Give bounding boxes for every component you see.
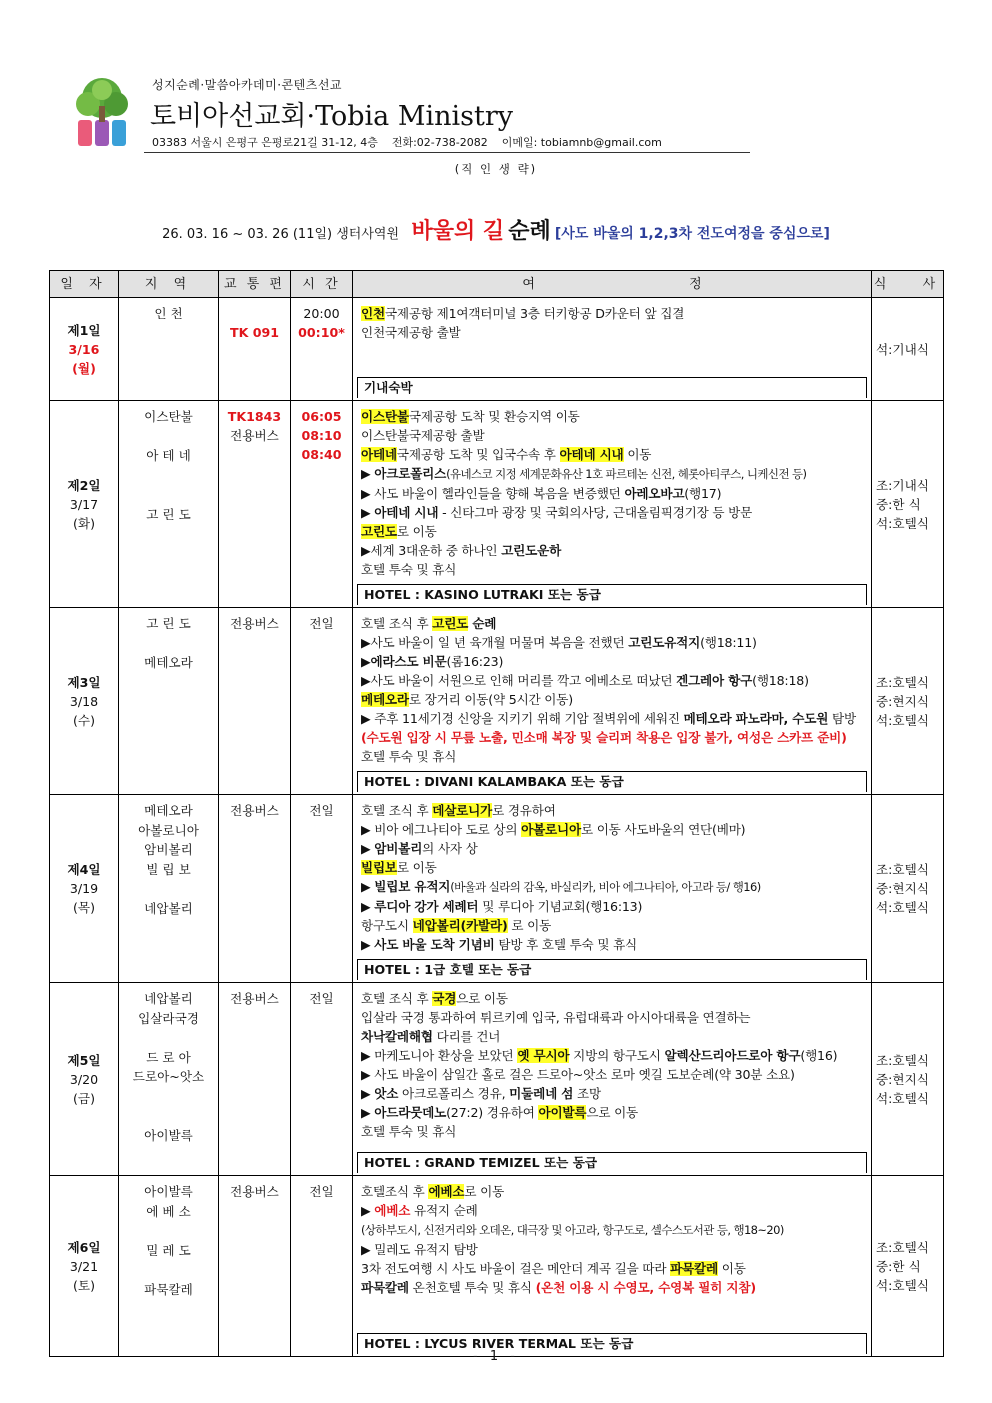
time-value: 00:10* [298, 325, 345, 340]
itinerary-text: 으로 이동 [586, 1105, 639, 1120]
time-value: 전일 [309, 991, 334, 1006]
itinerary-text: 앗소 [374, 1086, 399, 1101]
day-cell [50, 1176, 119, 1357]
itinerary-text: ▶사도 바울이 서원으로 인해 머리를 깍고 에베소로 떠났던 [361, 673, 677, 688]
itinerary-text: 아테네 시내 [559, 447, 624, 462]
hotel-line: HOTEL : DIVANI KALAMBAKA 또는 동급 [357, 771, 867, 792]
itinerary-line [361, 1220, 863, 1240]
region-name: 아이발륵 [144, 1184, 193, 1199]
phone: 전화:02-738-2082 [391, 136, 488, 149]
itinerary-text: 이스탄불 [361, 409, 409, 424]
itinerary-line [361, 1065, 863, 1084]
itinerary-text: 이스탄불국제공항 출발 [361, 428, 485, 443]
day-weekday: (토) [73, 1277, 95, 1293]
itinerary-text: 로 이동 [464, 1184, 505, 1199]
itinerary-line [361, 877, 863, 897]
region-cell [119, 298, 219, 401]
itinerary-text: 호텔조식 후 [361, 1184, 429, 1199]
itinerary-text: 아드라뭇데노 [374, 1105, 447, 1120]
page-number: - 1 - [473, 1349, 519, 1364]
itinerary-text: (유네스코 지정 세계문화유산 1호 파르테논 신전, 헤롯아티쿠스, 니케신전 등) [446, 467, 807, 481]
meal-item: 석:호텔식 [876, 900, 929, 915]
region-name: 메테오라 [144, 655, 193, 670]
meals-cell [872, 795, 944, 983]
region-name: 인 천 [154, 306, 183, 321]
itinerary-text: 입살라 국경 통과하여 튀르키예 입국, 유럽대륙과 아시아대륙을 연결하는 [361, 1010, 751, 1025]
region-name [119, 879, 218, 899]
day-weekday: (월) [72, 360, 96, 376]
itinerary-text: 데살로니가 [432, 803, 493, 818]
itinerary-line [361, 690, 863, 709]
itinerary-text: 빌립보 [361, 860, 397, 875]
itinerary-line [361, 1259, 863, 1278]
itinerary-line [361, 728, 863, 747]
itinerary-text: 항구도시 [361, 918, 413, 933]
itinerary-text: 호텔 조식 후 [361, 803, 433, 818]
transport-value: 전용버스 [230, 803, 279, 818]
itinerary-text: (행17) [684, 486, 722, 501]
hotel-line: 기내숙박 [357, 377, 867, 398]
meal-item: 석:호텔식 [876, 515, 929, 531]
region-name: 밀 레 도 [146, 1242, 191, 1258]
itinerary-line [361, 1008, 863, 1027]
itinerary-text: 3차 전도여행 시 사도 바울이 걸은 메안더 계곡 길을 따라 [361, 1261, 671, 1276]
itinerary-text: 메테오라 [361, 692, 409, 707]
day-weekday: (수) [73, 712, 95, 728]
itinerary-text: 아이발륵 [538, 1105, 587, 1120]
time-cell [291, 298, 353, 401]
itinerary-text: 로 장거리 이동(약 5시간 이동) [408, 692, 573, 707]
region-name: 입살라국경 [138, 1010, 199, 1026]
itinerary-text: 인천국제공항 출발 [361, 325, 461, 340]
itinerary-text: ▶ [361, 654, 371, 669]
hotel-line: HOTEL : 1급 호텔 또는 동급 [357, 959, 867, 980]
itinerary-text: (수도원 입장 시 무릎 노출, 민소매 복장 및 슬리퍼 착용은 입장 불가, 여성은 스카프 준비) [361, 730, 847, 745]
transport-cell [219, 401, 291, 608]
itinerary-line [361, 323, 863, 342]
contact-line [152, 134, 662, 150]
itinerary-text: ▶ [361, 466, 375, 481]
itinerary-text: 국경 [432, 991, 457, 1006]
itinerary-text: ▶ [361, 1203, 375, 1218]
itinerary-cell [353, 795, 872, 983]
itinerary-line [361, 858, 863, 877]
itinerary-text: 에라스도 비문 [370, 654, 447, 669]
region-name: 아 테 네 [146, 448, 191, 463]
itinerary-text: (온천 이용 시 수영모, 수영복 필히 지참) [535, 1280, 756, 1295]
table-header-row [50, 271, 944, 298]
itinerary-line [361, 1278, 863, 1297]
org-name: 토비아선교회·Tobia Ministry [150, 101, 514, 132]
itinerary-text: (행18:11) [700, 635, 757, 650]
col-header-date: 일 자 [50, 271, 119, 298]
itinerary-line [361, 484, 863, 503]
hotel-line: HOTEL : KASINO LUTRAKI 또는 동급 [357, 584, 867, 605]
itinerary-text: ▶ 밀레도 유적지 탐방 [361, 1242, 478, 1257]
itinerary-text: 국제공항 제1여객터미널 3층 터키항공 D카운터 앞 집결 [384, 306, 685, 321]
itinerary-text: 호텔 투숙 및 휴식 [361, 749, 457, 764]
col-header-itinerary: 여 정 [353, 271, 872, 298]
itinerary-text: 인천 [361, 306, 385, 321]
itinerary-text: ▶ [361, 1086, 375, 1101]
itinerary-text: 호텔 투숙 및 휴식 [361, 1124, 457, 1139]
meal-item: 중:한 식 [876, 496, 921, 512]
day-cell [50, 401, 119, 608]
itinerary-cell [353, 983, 872, 1176]
title-dates: 26. 03. 16 ~ 03. 26 (11일) 생터사역원 [162, 227, 400, 242]
transport-value [219, 304, 290, 323]
day-weekday: (목) [73, 900, 95, 915]
region-cell [119, 795, 219, 983]
meal-item: 석:호텔식 [876, 712, 929, 728]
itinerary-text: ▶ 사도 바울이 삼일간 홀로 걸은 드로아~앗소 로마 옛길 도보순례(약 30분 소요) [361, 1067, 795, 1082]
itinerary-cell [353, 298, 872, 401]
itinerary-text: 호텔 조식 후 [361, 991, 433, 1006]
itinerary-text: 아크로폴리스 [374, 466, 447, 481]
itinerary-text: 탐방 [828, 711, 856, 726]
itinerary-line [361, 633, 863, 652]
itinerary-text: 및 루디아 기념교회(행16:13) [478, 899, 643, 914]
day-label: 제6일 [67, 1239, 101, 1255]
itinerary-text: 조망 [573, 1086, 601, 1101]
itinerary-line [361, 935, 863, 954]
meal-item: 조:호텔식 [876, 674, 929, 690]
table-row [50, 795, 944, 983]
itinerary-line [361, 820, 863, 839]
transport-value: 전용버스 [230, 616, 279, 631]
itinerary-text: 이동 [717, 1261, 746, 1276]
itinerary-text: 탐방 후 호텔 투숙 및 휴식 [494, 937, 638, 952]
itinerary-text: (상하부도시, 신전거리와 오데온, 대극장 및 아고라, 항구도로, 셀수스도서관 등, 행18~20) [361, 1223, 784, 1237]
hotel-line: HOTEL : LYCUS RIVER TERMAL 또는 동급 [357, 1333, 867, 1354]
day-cell [50, 608, 119, 795]
region-name [119, 485, 218, 505]
time-cell [291, 795, 353, 983]
meals-cell [872, 401, 944, 608]
itinerary-line [361, 839, 863, 858]
time-value: 전일 [309, 1184, 334, 1199]
day-date: 3/18 [69, 693, 99, 709]
transport-cell [219, 795, 291, 983]
itinerary-text: ▶사도 바울이 일 년 육개월 머물며 복음을 전했던 [361, 635, 629, 650]
itinerary-text: ▶ [361, 879, 375, 894]
itinerary-line [361, 1046, 863, 1065]
transport-cell [219, 1176, 291, 1357]
tagline: 성지순례·말씀아카데미·콘텐츠선교 [152, 78, 343, 92]
meals-cell [872, 1176, 944, 1357]
itinerary-text: 파묵칼레 [361, 1280, 409, 1295]
itinerary-line [361, 1240, 863, 1259]
itinerary-text: (행18:18) [752, 673, 809, 688]
title-main: 바울의 길 [411, 219, 505, 244]
itinerary-line [361, 1201, 863, 1220]
itinerary-text: 루디아 강가 세례터 [374, 899, 479, 914]
itinerary-text: 의 사자 상 [422, 841, 478, 856]
itinerary-line [361, 426, 863, 445]
itinerary-text: 지방의 항구도시 [569, 1048, 665, 1063]
email: 이메일: tobiamnb@gmail.com [501, 136, 662, 149]
transport-value: 전용버스 [230, 428, 279, 443]
itinerary-line [361, 916, 863, 935]
itinerary-text: 국제공항 도착 및 입국수속 후 [396, 447, 560, 462]
col-header-meals: 식 사 [872, 271, 944, 298]
itinerary-text: 파묵칼레 [670, 1261, 718, 1276]
itinerary-text: ▶ 사도 바울이 헬라인들을 향해 복음을 변증했던 [361, 486, 625, 501]
region-name: 네압볼리 [144, 900, 193, 916]
itinerary-text: (롬16:23) [446, 654, 504, 669]
itinerary-text: ▶ 마케도니아 환상을 보았던 [361, 1048, 518, 1063]
itinerary-line [361, 1027, 863, 1046]
col-header-transport: 교 통 편 [219, 271, 291, 298]
table-row [50, 608, 944, 795]
table-row [50, 1176, 944, 1357]
itinerary-text: 아레오바고 [624, 486, 685, 501]
hotel-line: HOTEL : GRAND TEMIZEL 또는 동급 [357, 1152, 867, 1173]
day-label: 제1일 [67, 322, 101, 338]
itinerary-line [361, 1122, 863, 1141]
meal-item: 조:호텔식 [876, 1052, 929, 1068]
itinerary-text: ▶ 비아 에그나티아 도로 상의 [361, 822, 522, 837]
time-value: 08:10 [301, 428, 342, 443]
region-name: 에 베 소 [146, 1203, 191, 1219]
document-title [0, 214, 992, 245]
time-value: 전일 [309, 803, 334, 818]
region-cell [119, 401, 219, 608]
itinerary-text: ▶ [361, 505, 375, 520]
itinerary-text: ▶세계 3대운하 중 하나인 [361, 543, 502, 558]
itinerary-text: (바울과 실라의 감옥, 바실리카, 비아 에그나티아, 아고라 등/ 행16) [450, 880, 761, 894]
itinerary-text: ▶ 주후 11세기경 신앙을 지키기 위해 기암 절벽위에 세워진 [361, 711, 684, 726]
meal-item: 중:현지식 [876, 881, 929, 896]
itinerary-text: 유적지 순례 [410, 1203, 478, 1218]
meals-cell [872, 298, 944, 401]
region-name: 고 린 도 [146, 506, 191, 522]
itinerary-text: 에베소 [374, 1203, 411, 1218]
itinerary-line [361, 989, 863, 1008]
meal-item: 석:기내식 [876, 341, 929, 357]
region-name: 드 로 아 [146, 1049, 191, 1065]
region-name [119, 1260, 218, 1280]
region-name: 암비볼리 [144, 842, 193, 857]
day-weekday: (화) [73, 515, 95, 531]
region-name [119, 634, 218, 654]
region-name: 네압볼리 [144, 991, 193, 1006]
col-header-time: 시 간 [291, 271, 353, 298]
address: 03383 서울시 은평구 은평로21길 31-12, 4층 [152, 136, 378, 149]
itinerary-text: 호텔 조식 후 [361, 616, 433, 631]
region-cell [119, 608, 219, 795]
day-weekday: (금) [73, 1090, 95, 1106]
header-divider [144, 152, 750, 153]
itinerary-text: ▶ [361, 841, 375, 856]
meal-item: 중:한 식 [876, 1258, 921, 1274]
time-value: 06:05 [301, 409, 342, 424]
itinerary-text: 겐그레아 항구 [676, 673, 753, 688]
itinerary-text: 순례 [468, 616, 497, 631]
table-row [50, 983, 944, 1176]
itinerary-line [361, 747, 863, 766]
itinerary-text: 고린도 [361, 524, 397, 539]
meal-item: 석:호텔식 [876, 1090, 929, 1106]
itinerary-text: 옛 무시아 [517, 1048, 570, 1063]
itinerary-text: 국제공항 도착 및 환승지역 이동 [408, 409, 580, 424]
region-name [119, 466, 218, 486]
itinerary-text: ▶ [361, 937, 375, 952]
itinerary-line [361, 1084, 863, 1103]
meals-cell [872, 983, 944, 1176]
region-name [119, 1221, 218, 1241]
day-date: 3/20 [69, 1071, 99, 1087]
day-cell [50, 795, 119, 983]
itinerary-text: 고린도 [432, 616, 469, 631]
itinerary-line [361, 1103, 863, 1122]
itinerary-line [361, 652, 863, 671]
itinerary-text: 로 이동 사도바울의 연단(베마) [580, 822, 746, 837]
seal-note: (직 인 생 략) [454, 162, 538, 176]
transport-cell [219, 983, 291, 1176]
itinerary-text: 알렉산드리아드로아 항구 [664, 1048, 801, 1063]
itinerary-line [361, 614, 863, 633]
itinerary-cell [353, 608, 872, 795]
itinerary-text: 메테오라 파노라마, 수도원 [683, 711, 829, 726]
table-row [50, 401, 944, 608]
region-name: 고 린 도 [146, 616, 191, 631]
meal-item: 조:호텔식 [876, 1239, 929, 1255]
itinerary-line [361, 503, 863, 522]
itinerary-line [361, 709, 863, 728]
itinerary-text: (행16) [800, 1048, 838, 1063]
title-main2: 순례 [508, 219, 551, 244]
itinerary-text: ▶ [361, 1105, 375, 1120]
transport-cell [219, 608, 291, 795]
region-cell [119, 1176, 219, 1357]
itinerary-line [361, 560, 863, 579]
day-date: 3/21 [69, 1258, 99, 1274]
itinerary-text: 로 이동 [396, 524, 437, 539]
time-value: 20:00 [303, 306, 340, 321]
itinerary-text: 로 이동 [396, 860, 437, 875]
day-cell [50, 298, 119, 401]
itinerary-text: 아볼로니아 [521, 822, 581, 837]
itinerary-text: 고린도유적지 [628, 635, 701, 650]
itinerary-text: 빌립보 유적지 [374, 879, 451, 894]
itinerary-line [361, 671, 863, 690]
itinerary-line [361, 897, 863, 916]
region-name: 파묵칼레 [144, 1281, 193, 1297]
itinerary-text: 암비볼리 [374, 841, 423, 856]
itinerary-text: 아테네 [361, 447, 397, 462]
transport-cell [219, 298, 291, 401]
itinerary-text: 아크로폴리스 경유, [398, 1086, 510, 1101]
day-date: 3/16 [68, 341, 100, 357]
itinerary-text: - 신타그마 광장 및 국회의사당, 근대올림픽경기장 등 방문 [438, 505, 753, 520]
itinerary-text: 이동 [623, 447, 652, 462]
day-cell [50, 983, 119, 1176]
itinerary-text: 아테네 시내 [374, 505, 439, 520]
time-value: 전일 [309, 616, 334, 631]
itinerary-text: ▶ [361, 899, 375, 914]
itinerary-text: 다리를 건너 [432, 1029, 501, 1044]
itinerary-text: 호텔 투숙 및 휴식 [361, 562, 457, 577]
itinerary-text: 로 이동 [507, 918, 552, 933]
region-name [119, 1087, 218, 1107]
day-label: 제5일 [67, 1052, 101, 1068]
itinerary-text: (27:2) 경유하여 [446, 1105, 539, 1120]
itinerary-cell [353, 401, 872, 608]
itinerary-table [49, 270, 944, 1357]
col-header-region: 지 역 [119, 271, 219, 298]
title-sub: [사도 바울의 1,2,3차 전도여정을 중심으로] [554, 226, 830, 242]
region-name [119, 427, 218, 447]
itinerary-line [361, 801, 863, 820]
meal-item: 조:기내식 [876, 477, 929, 493]
transport-value: TK1843 [227, 409, 282, 424]
meal-item: 석:호텔식 [876, 1277, 929, 1293]
itinerary-line [361, 541, 863, 560]
time-cell [291, 608, 353, 795]
region-name: 드로아~앗소 [132, 1069, 205, 1084]
itinerary-line [361, 445, 863, 464]
day-label: 제3일 [67, 674, 101, 690]
day-label: 제4일 [67, 862, 101, 877]
time-cell [291, 1176, 353, 1357]
region-name: 아이발륵 [144, 1127, 193, 1143]
day-label: 제2일 [67, 477, 101, 493]
itinerary-line [361, 304, 863, 323]
itinerary-line [361, 464, 863, 484]
itinerary-text: 네압볼리(카발라) [412, 918, 508, 933]
time-value: 08:40 [301, 447, 342, 462]
meal-item: 조:호텔식 [876, 862, 929, 877]
region-name [119, 1028, 218, 1048]
tree-logo-icon [68, 76, 136, 148]
itinerary-cell [353, 1176, 872, 1357]
region-name [119, 1106, 218, 1126]
itinerary-text: 사도 바울 도착 기념비 [374, 937, 495, 952]
day-date: 3/19 [69, 881, 99, 896]
transport-value: 전용버스 [230, 1184, 279, 1199]
itinerary-text: 에베소 [428, 1184, 465, 1199]
itinerary-text: 으로 이동 [456, 991, 508, 1006]
itinerary-text: 차낙칼레해협 [361, 1029, 433, 1044]
transport-value: 전용버스 [230, 991, 279, 1006]
transport-value: TK 091 [229, 325, 280, 340]
itinerary-text: 고린도운하 [501, 543, 562, 558]
region-cell [119, 983, 219, 1176]
itinerary-text: 온천호텔 투숙 및 휴식 [408, 1280, 536, 1295]
itinerary-line [361, 1182, 863, 1201]
time-cell [291, 401, 353, 608]
region-name: 메테오라 [144, 803, 193, 818]
itinerary-line [361, 407, 863, 426]
time-cell [291, 983, 353, 1176]
meals-cell [872, 608, 944, 795]
letterhead [60, 72, 750, 158]
table-row [50, 298, 944, 401]
region-name: 아볼로니아 [138, 822, 199, 838]
region-name: 빌 립 보 [146, 861, 191, 877]
day-date: 3/17 [69, 496, 99, 512]
itinerary-line [361, 522, 863, 541]
region-name: 이스탄불 [144, 409, 193, 424]
itinerary-text: 미둘레네 섬 [509, 1086, 574, 1101]
meal-item: 중:현지식 [876, 1071, 929, 1087]
meal-item: 중:현지식 [876, 693, 929, 709]
itinerary-text: 로 경유하여 [492, 803, 556, 818]
